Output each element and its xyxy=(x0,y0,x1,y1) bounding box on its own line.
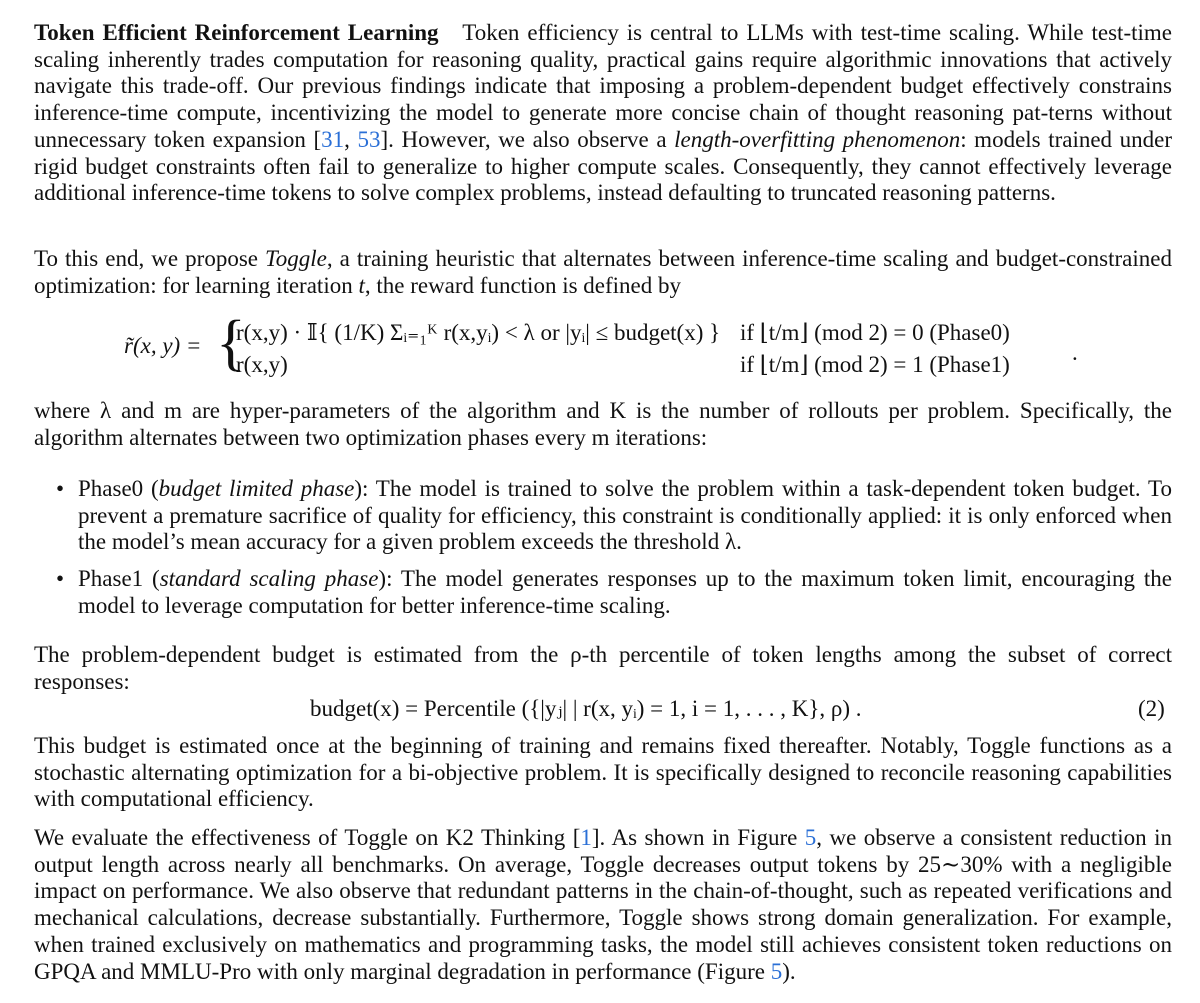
toggle-term: Toggle xyxy=(265,246,327,271)
citation-1[interactable]: 1 xyxy=(580,825,592,850)
paragraph-evaluation xyxy=(34,825,1172,985)
iteration-var: t xyxy=(358,272,365,298)
p1-comma: , xyxy=(344,126,358,152)
phase1-text: ): The model generates responses up to the maximum token limit, encouraging the model to leverage computation for better inference-time scaling. xyxy=(78,566,1172,618)
paragraph-budget-fixed: This budget is estimated once at the beginning of training and remains fixed thereafter. Notably, Toggle functions as a stochastic alternating optimization for a bi-objective problem. It is specifically designed to reconcile reasoning capabilities with computational efficiency. xyxy=(34,733,1172,812)
citation-31[interactable]: 31 xyxy=(321,126,345,152)
phase0-text: ): The model is trained to solve the problem within a task-dependent token budget. To prevent a premature sacrifice of quality for efficiency, this constraint is conditionally applied: it is only enforced when the model’s mean accuracy for a given problem exceeds the threshold λ. xyxy=(78,476,1172,555)
citation-53[interactable]: 53 xyxy=(357,126,381,152)
equation-budget: budget(x) = Percentile ({|yⱼ| | r(x, yᵢ) = 1, i = 1, . . . , K}, ρ) . xyxy=(310,696,862,721)
paragraph-budget: The problem-dependent budget is estimated from the ρ-th percentile of token lengths among the subset of correct responses: xyxy=(34,642,1172,694)
figure-ref-5-second[interactable]: 5 xyxy=(770,958,783,984)
left-brace: { xyxy=(216,309,246,377)
p6-text-d: ). xyxy=(782,958,796,984)
bullet-phase0: Phase0 (budget limited phase): The model is trained to solve the problem within a task-dependent token budget. To prevent a premature sacrifice of quality for efficiency, this constraint is conditionally applied: it is only enforced when the model’s mean accuracy for a given problem exceeds the threshold λ. xyxy=(78,476,1172,555)
p2-text-c: , the reward function is defined by xyxy=(364,272,682,298)
paragraph-hyperparameters: where λ and m are hyper-parameters of the algorithm and K is the number of rollouts per problem. Specifically, the algorithm alternates between two optimization phases every m iterations: xyxy=(34,398,1172,450)
phase0-name: Phase0 xyxy=(78,476,144,501)
equation-case2-expr: r(x,y) xyxy=(236,352,288,377)
p2-text-b: , a training heuristic that alternates between inference-time scaling and budget-constrained optimization: for learning iteration xyxy=(34,246,1172,298)
paragraph-token-efficiency xyxy=(34,20,1172,207)
p1-text-b: ]. However, we also observe a xyxy=(380,126,675,152)
p6-text-b: ]. As shown in Figure xyxy=(591,825,805,850)
section-heading: Token Efficient Reinforcement Learning xyxy=(34,20,439,45)
p2-text-a: To this end, we propose xyxy=(34,246,266,271)
p6-text-a: We evaluate the effectiveness of Toggle on K2 Thinking [ xyxy=(34,825,581,850)
bullet-marker: • xyxy=(56,566,65,591)
phase1-name: Phase1 xyxy=(78,566,144,591)
equation-case2-condition: if ⌊t/m⌋ (mod 2) = 1 (Phase1) xyxy=(740,352,1010,377)
p1-text-a: Token efficiency is central to LLMs with test-time scaling. While test-time scaling inherently trades computation for reasoning quality, practical gains require algorithmic innovations that actively navigate this trade-off. Our previous findings indicate that imposing a problem-dependent budget effectively constrains inference-time compute, incentivizing the model to generate more concise chain of thought reasoning pat-terns without unnecessary token expansion [ xyxy=(34,20,1172,152)
equation-case1-expr: r(x,y) · 𝕀{ (1/K) Σᵢ₌₁ᴷ r(x,yᵢ) < λ or |yᵢ| ≤ budget(x) } xyxy=(236,320,721,345)
phase1-description: standard scaling phase xyxy=(159,566,379,591)
bullet-phase1: Phase1 (standard scaling phase): The model generates responses up to the maximum token limit, encouraging the model to leverage computation for better inference-time scaling. xyxy=(78,566,1172,618)
equation-lhs: r̃(x, y) = xyxy=(124,333,202,358)
phase0-description: budget limited phase xyxy=(158,476,355,501)
p1-text-c: : models trained under rigid budget constraints often fail to generalize to higher compute scales. Consequently, they cannot effectively leverage additional inference-time tokens to solve complex problems, instead defaulting to truncated reasoning patterns. xyxy=(34,126,1172,206)
p1-emphasis: length-overfitting phenomenon xyxy=(674,126,961,152)
p6-text-c: , we observe a consistent reduction in output length across nearly all benchmarks. On average, Toggle decreases output tokens by 25∼30% with a negligible impact on performance. We also observe that redundant patterns in the chain-of-thought, such as repeated verifications and mechanical calculations, decrease substantially. Furthermore, Toggle shows strong domain generalization. For example, when trained exclusively on mathematics and programming tasks, the model still achieves consistent token reductions on GPQA and MMLU-Pro with only marginal degradation in performance (Figure xyxy=(34,825,1172,984)
equation-number: (2) xyxy=(1138,696,1165,721)
equation-case1-condition: if ⌊t/m⌋ (mod 2) = 0 (Phase0) xyxy=(740,320,1010,345)
bullet-marker: • xyxy=(56,476,65,501)
paragraph-toggle-intro xyxy=(34,246,1172,299)
equation-period: . xyxy=(1072,340,1078,365)
figure-ref-5[interactable]: 5 xyxy=(804,825,817,850)
